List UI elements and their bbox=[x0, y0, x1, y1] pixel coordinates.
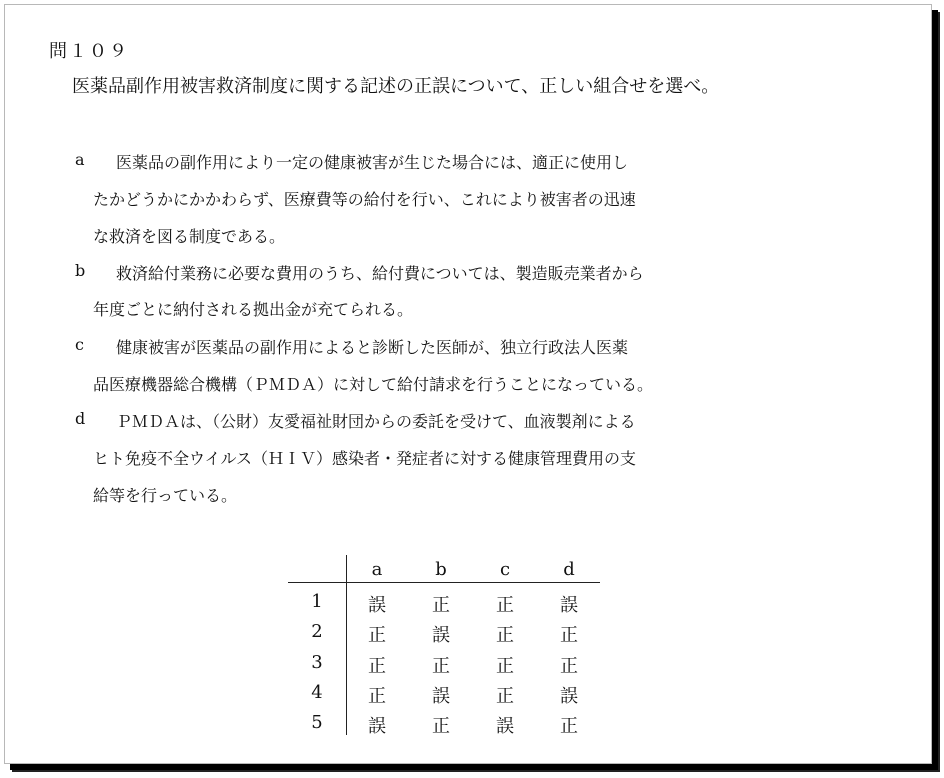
header-c: c bbox=[499, 559, 511, 580]
question-stem: 医薬品副作用被害救済制度に関する記述の正誤について、正しい組合せを選べ。 bbox=[72, 76, 720, 97]
table-cell: 正 bbox=[368, 686, 386, 707]
statement-line: 年度ごとに納付される拠出金が充てられる。 bbox=[93, 300, 414, 319]
table-cell: 正 bbox=[560, 716, 578, 737]
statement-label: b bbox=[75, 261, 86, 280]
statement-line: 医薬品の副作用により一定の健康被害が生じた場合には、適正に使用し bbox=[116, 153, 629, 172]
statement-label: a bbox=[75, 150, 85, 169]
statement-line: たかどうかにかかわらず、医療費等の給付を行い、これにより被害者の迅速 bbox=[93, 190, 636, 209]
row-number: 5 bbox=[311, 712, 323, 733]
table-cell: 誤 bbox=[368, 716, 386, 737]
table-cell: 正 bbox=[432, 595, 450, 616]
table-cell: 正 bbox=[496, 656, 514, 677]
table-cell: 正 bbox=[496, 625, 514, 646]
statement-line: ヒト免疫不全ウイルス（ＨＩＶ）感染者・発症者に対する健康管理費用の支 bbox=[93, 449, 637, 468]
statement-label: c bbox=[75, 335, 84, 354]
row-number: 4 bbox=[311, 682, 323, 703]
table-cell: 正 bbox=[368, 625, 386, 646]
table-cell: 正 bbox=[496, 686, 514, 707]
table-cell: 誤 bbox=[496, 716, 514, 737]
header-d: d bbox=[563, 559, 575, 580]
table-cell: 正 bbox=[560, 625, 578, 646]
statement-line: 品医療機器総合機構（ＰＭＤＡ）に対して給付請求を行うことになっている。 bbox=[93, 375, 654, 394]
header-a: a bbox=[371, 559, 383, 580]
table-cell: 誤 bbox=[432, 625, 450, 646]
question-page bbox=[4, 4, 932, 764]
row-number: 3 bbox=[311, 652, 323, 673]
statement-line: な救済を図る制度である。 bbox=[93, 227, 286, 246]
question-number: 問１０９ bbox=[49, 41, 129, 62]
table-cell: 正 bbox=[432, 716, 450, 737]
table-cell: 正 bbox=[560, 656, 578, 677]
statement-line: 救済給付業務に必要な費用のうち、給付費については、製造販売業者から bbox=[116, 264, 644, 283]
statement-label: d bbox=[75, 409, 86, 428]
row-number: 1 bbox=[311, 591, 323, 612]
table-cell: 正 bbox=[368, 656, 386, 677]
table-cell: 誤 bbox=[432, 686, 450, 707]
row-number: 2 bbox=[311, 621, 323, 642]
table-cell: 誤 bbox=[560, 595, 578, 616]
table-cell: 誤 bbox=[368, 595, 386, 616]
answer-table bbox=[288, 555, 600, 735]
table-header-rule bbox=[288, 582, 600, 583]
statement-line: 健康被害が医薬品の副作用によると診断した医師が、独立行政法人医薬 bbox=[116, 338, 629, 357]
header-b: b bbox=[435, 559, 447, 580]
table-cell: 正 bbox=[432, 656, 450, 677]
table-cell: 正 bbox=[496, 595, 514, 616]
statement-line: ＰＭＤＡは、（公財）友愛福祉財団からの委託を受けて、血液製剤による bbox=[116, 412, 636, 431]
statement-line: 給等を行っている。 bbox=[93, 486, 238, 505]
table-cell: 誤 bbox=[560, 686, 578, 707]
